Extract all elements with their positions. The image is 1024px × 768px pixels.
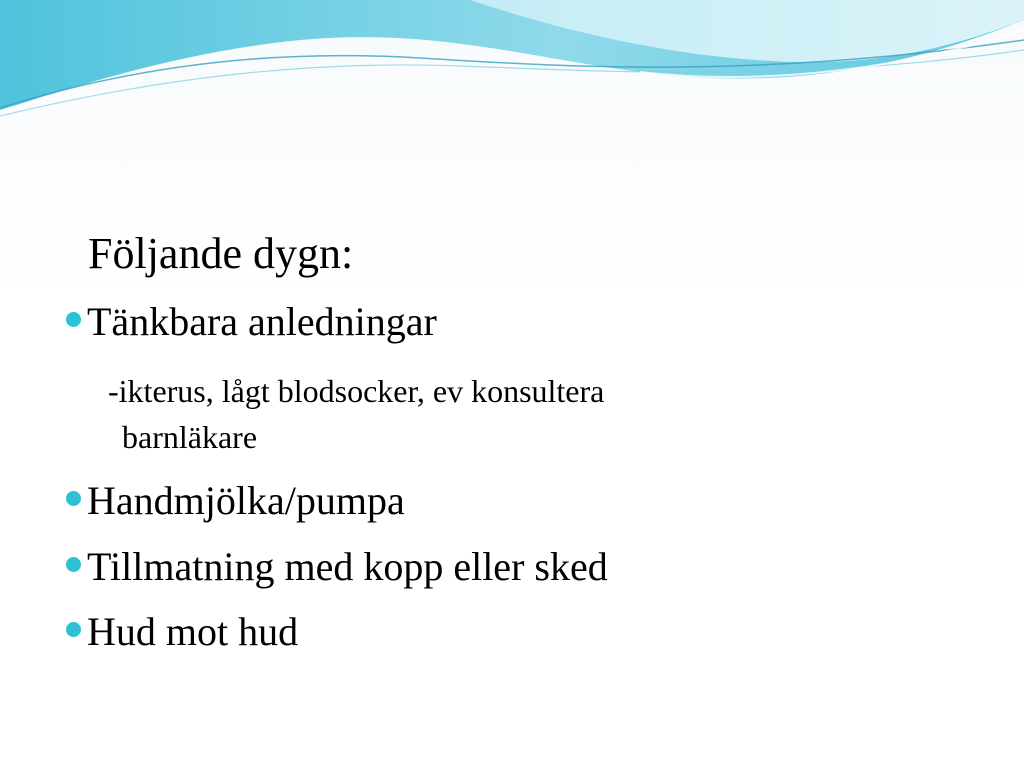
- bullet-dot-icon: [66, 622, 81, 637]
- bullet-dot-icon: [66, 557, 81, 572]
- bullet-item: [66, 542, 608, 592]
- bullet-text: Tänkbara anledningar: [87, 299, 437, 344]
- sub-bullet-text: [108, 368, 808, 460]
- bullet-item: [66, 607, 298, 657]
- bullet-item: [66, 297, 437, 347]
- sub-line-2: barnläkare: [122, 419, 258, 455]
- bullet-text: Hud mot hud: [87, 609, 299, 654]
- bullet-text: Tillmatning med kopp eller sked: [87, 544, 608, 589]
- bullet-dot-icon: [66, 312, 81, 327]
- bullet-item: [66, 476, 405, 526]
- slide-heading: Följande dygn:: [88, 229, 354, 278]
- bullet-text: Handmjölka/pumpa: [87, 478, 405, 523]
- sub-line-1: -ikterus, lågt blodsocker, ev konsultera: [108, 373, 605, 409]
- bullet-dot-icon: [66, 491, 81, 506]
